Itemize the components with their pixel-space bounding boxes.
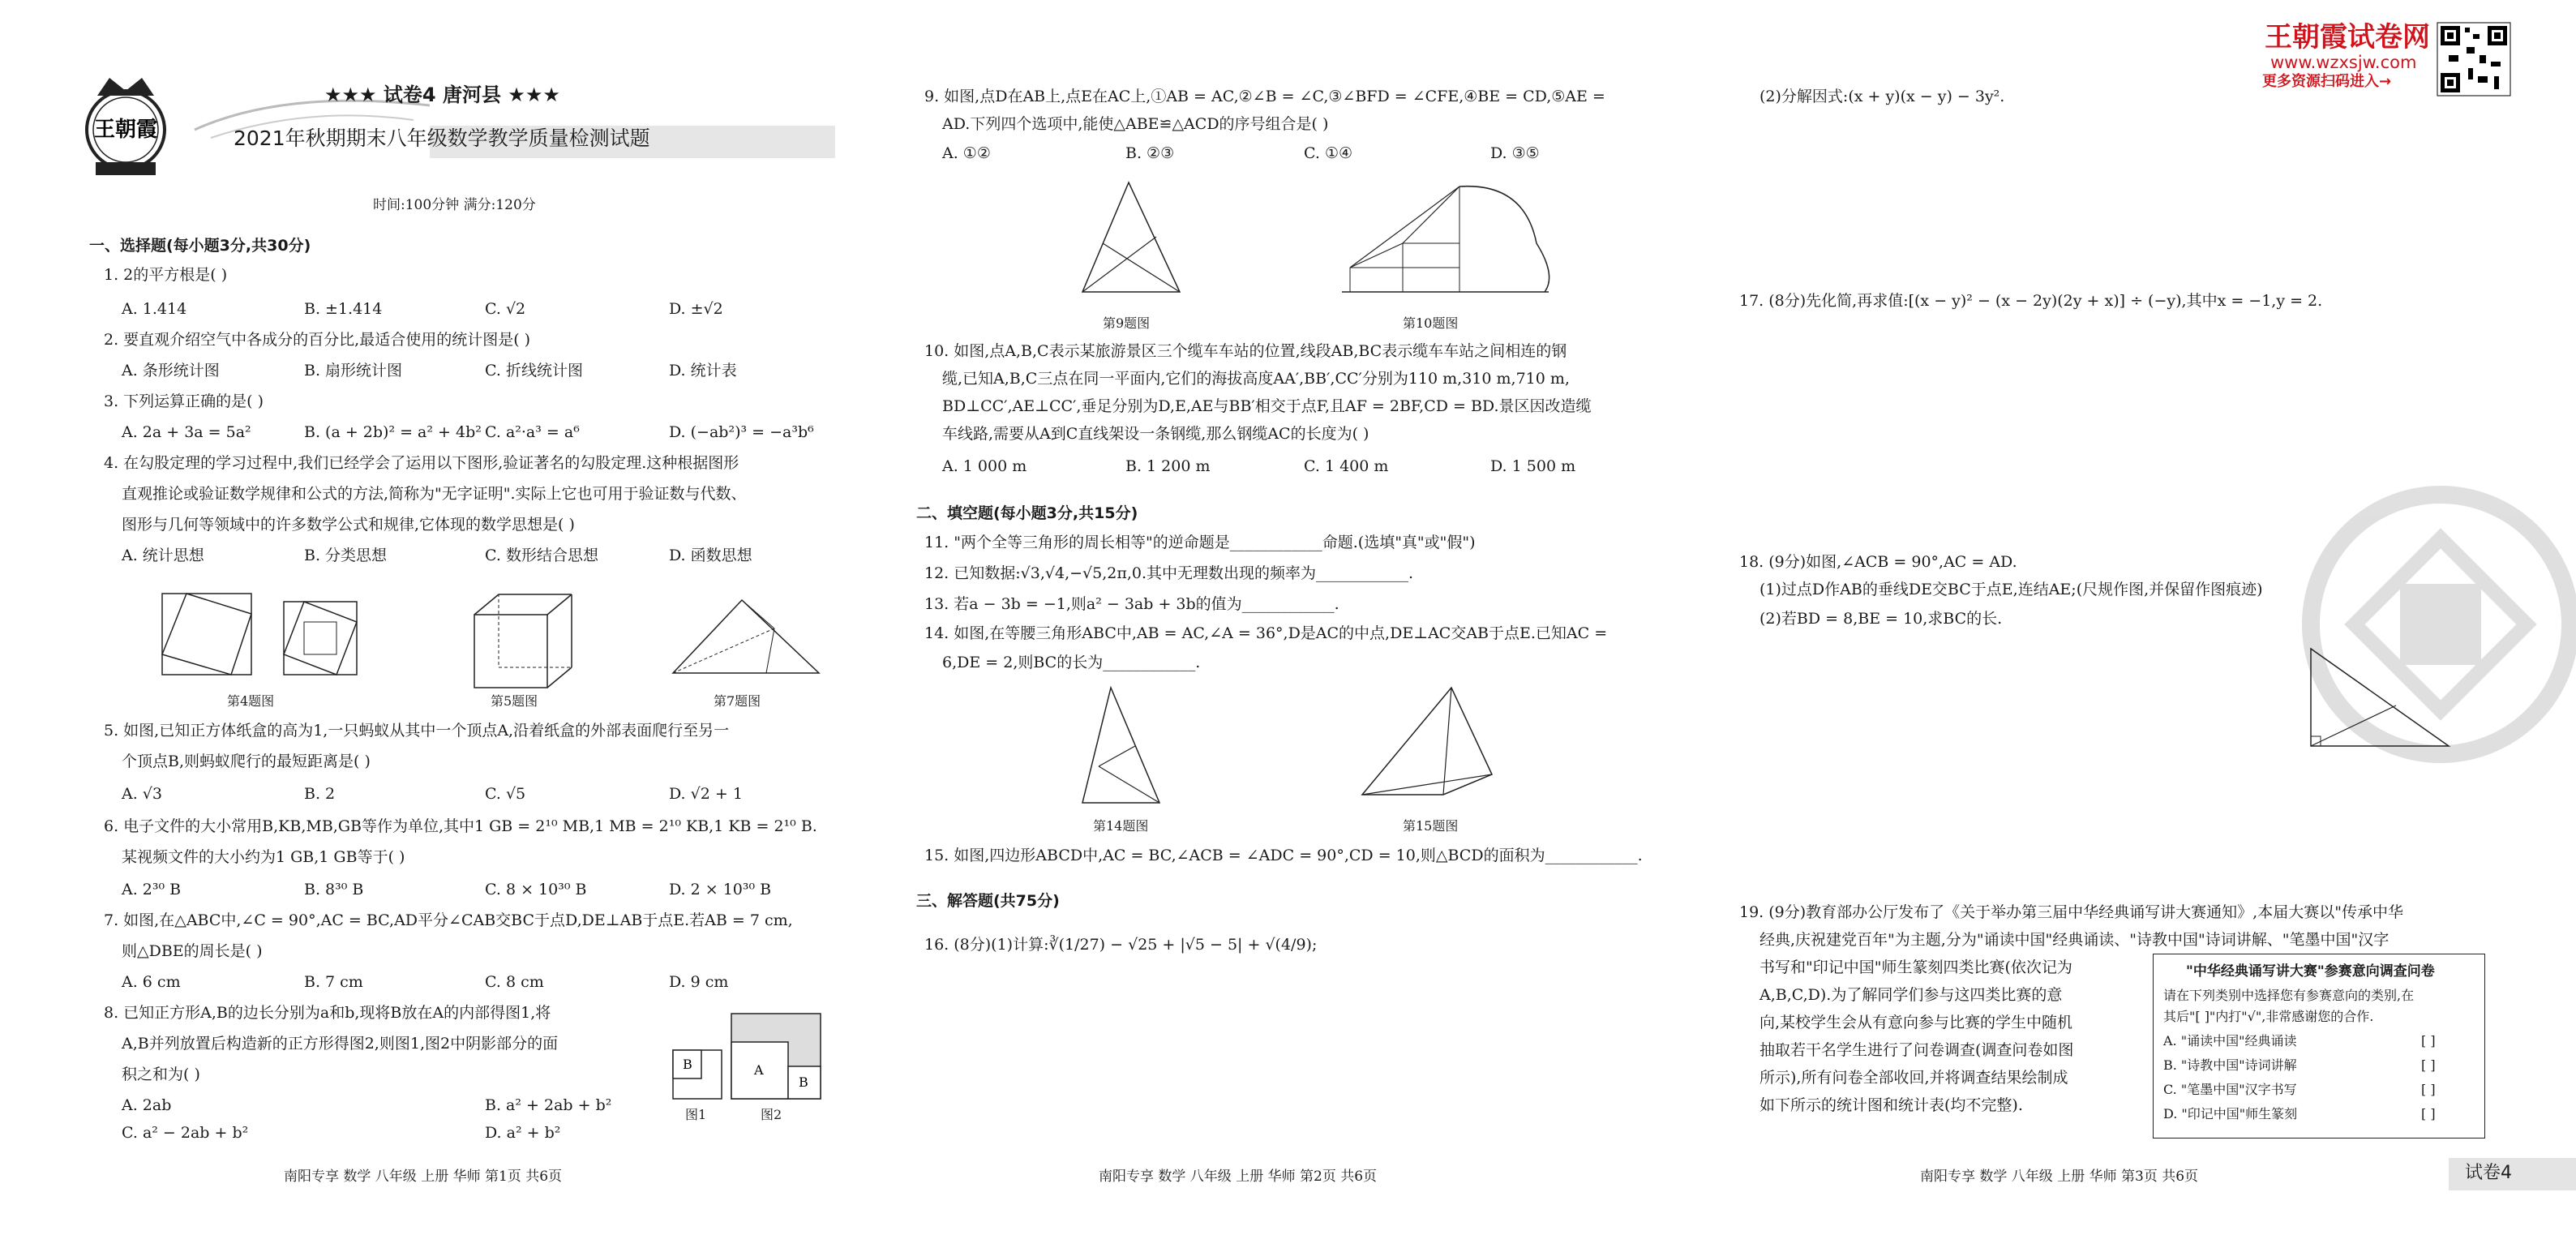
- q3-option-a[interactable]: A. 2a + 3a = 5a²: [122, 423, 251, 441]
- survey-title: "中华经典诵写讲大赛"参赛意向调查问卷: [2186, 963, 2435, 980]
- q10-option-c[interactable]: C. 1 400 m: [1304, 457, 1389, 475]
- q2-option-a[interactable]: A. 条形统计图: [122, 362, 220, 380]
- figure-q9-caption: 第9题图: [1103, 315, 1151, 331]
- figure-q10: [1338, 178, 1557, 300]
- figure-q8: [673, 1014, 835, 1103]
- q18-stem: 18. (9分)如图,∠ACB = 90°,AC = AD.: [1739, 553, 2017, 571]
- time-info: 时间:100分钟 满分:120分: [373, 197, 536, 213]
- survey-intro-2: 其后"[ ]"内打"√",非常感谢您的合作.: [2163, 1009, 2374, 1024]
- q8-stem-line2: A,B并列放置后构造新的正方形得图2,则图1,图2中阴影部分的面: [122, 1035, 559, 1053]
- footer-page-2: 南阳专享 数学 八年级 上册 华师 第2页 共6页: [1099, 1169, 1378, 1185]
- q4-option-c[interactable]: C. 数形结合思想: [485, 547, 598, 564]
- figure-q5-cube: [466, 590, 580, 688]
- brand-url: www.wzxsjw.com: [2270, 53, 2417, 72]
- q14-stem-line1: 14. 如图,在等腰三角形ABC中,AB = AC,∠A = 36°,D是AC的中点,DE⊥AC交AB于点E.已知AC =: [924, 624, 1608, 642]
- q13-stem: 13. 若a − 3b = −1,则a² − 3ab + 3b的值为____________.: [924, 595, 1339, 613]
- q8-option-b[interactable]: B. a² + 2ab + b²: [485, 1096, 612, 1114]
- q5-option-c[interactable]: C. √5: [485, 785, 526, 803]
- q2-option-b[interactable]: B. 扇形统计图: [304, 362, 403, 380]
- q9-option-c[interactable]: C. ①④: [1304, 144, 1353, 162]
- q2-option-d[interactable]: D. 统计表: [669, 362, 737, 380]
- survey-checkbox-b[interactable]: [ ]: [2421, 1057, 2436, 1073]
- q10-stem-line3: BD⊥CC′,AE⊥CC′,垂足分别为D,E,AE与BB′相交于点F,且AF = 2BF,CD = BD.景区因改造缆: [942, 397, 1592, 415]
- q4-stem-line2: 直观推论或验证数学规律和公式的方法,简称为"无字证明".实际上它也可用于验证数与代数、: [122, 485, 747, 503]
- q19-line5: 向,某校学生会从有意向参与比赛的学生中随机: [1759, 1014, 2073, 1031]
- q10-option-a[interactable]: A. 1 000 m: [942, 457, 1027, 475]
- q10-stem-line2: 缆,已知A,B,C三点在同一平面内,它们的海拔高度AA′,BB′,CC′分别为110 m,310 m,710 m,: [942, 370, 1570, 388]
- q7-option-d[interactable]: D. 9 cm: [669, 973, 729, 991]
- survey-item-c: C. "笔墨中国"汉字书写: [2163, 1082, 2297, 1097]
- q6-stem-line1: 6. 电子文件的大小常用B,KB,MB,GB等作为单位,其中1 GB = 2¹⁰ MB,1 MB = 2¹⁰ KB,1 KB = 2¹⁰ B.: [104, 817, 817, 835]
- q16-stem: 16. (8分)(1)计算:∛(1/27) − √25 + |√5 − 5| + √(4/9);: [924, 936, 1318, 954]
- figure-q14: [1078, 681, 1168, 811]
- q1-option-b[interactable]: B. ±1.414: [304, 300, 383, 318]
- q19-line1: 19. (9分)教育部办公厅发布了《关于举办第三届中华经典诵写讲大赛通知》,本届大赛以"传承中华: [1739, 903, 2403, 921]
- q7-option-a[interactable]: A. 6 cm: [122, 973, 181, 991]
- q4-option-b[interactable]: B. 分类思想: [304, 547, 388, 564]
- brand-name: 王朝霞试卷网: [2265, 21, 2430, 54]
- page-title: 2021年秋期期末八年级数学教学质量检测试题: [234, 127, 650, 150]
- survey-intro-1: 请在下列类别中选择您有参赛意向的类别,在: [2163, 988, 2415, 1003]
- figure-q7-triangle: [665, 592, 827, 681]
- q5-option-a[interactable]: A. √3: [122, 785, 162, 803]
- q9-stem-line1: 9. 如图,点D在AB上,点E在AC上,①AB = AC,②∠B = ∠C,③∠BFD = ∠CFE,④BE = CD,⑤AE =: [924, 88, 1605, 105]
- survey-item-b: B. "诗教中国"诗词讲解: [2163, 1057, 2297, 1073]
- section-solve-title: 三、解答题(共75分): [916, 892, 1060, 910]
- q9-option-b[interactable]: B. ②③: [1125, 144, 1175, 162]
- q8-option-a[interactable]: A. 2ab: [122, 1096, 172, 1114]
- q19-line6: 抽取若干名学生进行了问卷调查(调查问卷如图: [1759, 1041, 2074, 1059]
- q6-option-a[interactable]: A. 2³⁰ B: [122, 881, 182, 898]
- corner-tag: [2449, 1158, 2576, 1190]
- brand-slogan: 更多资源扫码进入→: [2262, 73, 2392, 90]
- q18-part1: (1)过点D作AB的垂线DE交BC于点E,连结AE;(尺规作图,并保留作图痕迹): [1759, 581, 2263, 598]
- qr-code-icon[interactable]: [2437, 23, 2510, 96]
- q10-stem-line1: 10. 如图,点A,B,C表示某旅游景区三个缆车车站的位置,线段AB,BC表示缆车车站之间相连的钢: [924, 342, 1567, 360]
- q19-line7: 所示),所有问卷全部收回,并将调查结果绘制成: [1759, 1069, 2068, 1087]
- q5-option-b[interactable]: B. 2: [304, 785, 336, 803]
- svg-text:B: B: [799, 1074, 808, 1090]
- q19-line4: A,B,C,D).为了解同学们参与这四类比赛的意: [1759, 986, 2063, 1004]
- q9-option-a[interactable]: A. ①②: [942, 144, 991, 162]
- q10-option-d[interactable]: D. 1 500 m: [1490, 457, 1576, 475]
- footer-page-3: 南阳专享 数学 八年级 上册 华师 第3页 共6页: [1920, 1169, 2199, 1185]
- survey-item-a: A. "诵读中国"经典诵读: [2163, 1033, 2297, 1048]
- q7-stem-line2: 则△DBE的周长是( ): [122, 942, 263, 960]
- q4-option-d[interactable]: D. 函数思想: [669, 547, 752, 564]
- q1-option-c[interactable]: C. √2: [485, 300, 526, 318]
- figure-q18: [2303, 641, 2457, 762]
- q9-option-d[interactable]: D. ③⑤: [1490, 144, 1540, 162]
- q15-stem: 15. 如图,四边形ABCD中,AC = BC,∠ACB = ∠ADC = 90°,CD = 10,则△BCD的面积为____________.: [924, 847, 1643, 864]
- q11-stem: 11. "两个全等三角形的周长相等"的逆命题是____________命题.(选填"真"或"假"): [924, 534, 1476, 551]
- q18-part2: (2)若BD = 8,BE = 10,求BC的长.: [1759, 610, 2003, 628]
- q5-stem-line2: 个顶点B,则蚂蚁爬行的最短距离是( ): [122, 753, 371, 770]
- survey-checkbox-c[interactable]: [ ]: [2421, 1082, 2436, 1097]
- svg-text:B: B: [683, 1057, 692, 1072]
- figure-q5-caption: 第5题图: [491, 693, 538, 709]
- q9-stem-line2: AD.下列四个选项中,能使△ABE≌△ACD的序号组合是( ): [942, 115, 1329, 133]
- q19-line3: 书写和"印记中国"师生篆刻四类比赛(依次记为: [1759, 958, 2072, 976]
- survey-item-d: D. "印记中国"师生篆刻: [2163, 1106, 2298, 1121]
- q3-stem: 3. 下列运算正确的是( ): [104, 392, 264, 410]
- survey-questionnaire: [2153, 954, 2485, 1139]
- q7-option-b[interactable]: B. 7 cm: [304, 973, 363, 991]
- figure-q8-2-caption: 图2: [761, 1107, 782, 1122]
- q12-stem: 12. 已知数据:√3,√4,−√5,2π,0.其中无理数出现的频率为____________.: [924, 564, 1414, 582]
- svg-text:A: A: [754, 1062, 764, 1078]
- q4-option-a[interactable]: A. 统计思想: [122, 547, 204, 564]
- q19-line8: 如下所示的统计图和统计表(均不完整).: [1759, 1096, 2023, 1114]
- q16-part2: (2)分解因式:(x + y)(x − y) − 3y².: [1759, 88, 2005, 105]
- q10-stem-line4: 车线路,需要从A到C直线架设一条钢缆,那么钢缆AC的长度为( ): [942, 425, 1369, 443]
- emblem-text: 王朝霞: [93, 118, 158, 142]
- corner-tag-label: 试卷4: [2465, 1163, 2512, 1183]
- q8-stem-line3: 积之和为( ): [122, 1066, 200, 1083]
- q2-option-c[interactable]: C. 折线统计图: [485, 362, 583, 380]
- q3-option-d[interactable]: D. (−ab²)³ = −a³b⁶: [669, 423, 814, 441]
- q6-option-d[interactable]: D. 2 × 10³⁰ B: [669, 881, 772, 898]
- q1-option-a[interactable]: A. 1.414: [122, 300, 187, 318]
- q1-option-d[interactable]: D. ±√2: [669, 300, 723, 318]
- figure-q4: [154, 577, 365, 675]
- q8-option-d[interactable]: D. a² + b²: [485, 1124, 561, 1142]
- q19-line2: 经典,庆祝建党百年"为主题,分为"诵读中国"经典诵读、"诗教中国"诗词讲解、"笔墨中国"汉字: [1759, 931, 2390, 949]
- q3-option-c[interactable]: C. a²·a³ = a⁶: [485, 423, 580, 441]
- q8-stem-line1: 8. 已知正方形A,B的边长分别为a和b,现将B放在A的内部得图1,将: [104, 1004, 551, 1022]
- figure-q14-caption: 第14题图: [1093, 818, 1149, 834]
- q1-stem: 1. 2的平方根是( ): [104, 266, 228, 284]
- q7-option-c[interactable]: C. 8 cm: [485, 973, 544, 991]
- paper-number: ★★★ 试卷4 唐河县 ★★★: [324, 84, 560, 106]
- emblem-logo: [81, 71, 170, 177]
- figure-q7-caption: 第7题图: [714, 693, 761, 709]
- q3-option-b[interactable]: B. (a + 2b)² = a² + 4b²: [304, 423, 482, 441]
- q6-stem-line2: 某视频文件的大小约为1 GB,1 GB等于( ): [122, 848, 405, 866]
- section-choice-title: 一、选择题(每小题3分,共30分): [89, 237, 311, 255]
- q8-option-c[interactable]: C. a² − 2ab + b²: [122, 1124, 249, 1142]
- q2-stem: 2. 要直观介绍空气中各成分的百分比,最适合使用的统计图是( ): [104, 331, 531, 349]
- q4-stem-line1: 4. 在勾股定理的学习过程中,我们已经学会了运用以下图形,验证著名的勾股定理.这种根据图形: [104, 454, 739, 472]
- figure-q9: [1078, 178, 1192, 300]
- survey-checkbox-a[interactable]: [ ]: [2421, 1033, 2436, 1048]
- figure-q15-caption: 第15题图: [1403, 818, 1459, 834]
- q7-stem-line1: 7. 如图,在△ABC中,∠C = 90°,AC = BC,AD平分∠CAB交BC于点D,DE⊥AB于点E.若AB = 7 cm,: [104, 911, 793, 929]
- section-fill-title: 二、填空题(每小题3分,共15分): [916, 504, 1138, 522]
- figure-q10-caption: 第10题图: [1403, 315, 1459, 331]
- q5-stem-line1: 5. 如图,已知正方体纸盒的高为1,一只蚂蚁从其中一个顶点A,沿着纸盒的外部表面爬行至另一: [104, 722, 730, 740]
- figure-q15: [1354, 681, 1500, 811]
- q14-stem-line2: 6,DE = 2,则BC的长为____________.: [942, 654, 1201, 671]
- footer-page-1: 南阳专享 数学 八年级 上册 华师 第1页 共6页: [284, 1169, 563, 1185]
- q5-option-d[interactable]: D. √2 + 1: [669, 785, 743, 803]
- q10-option-b[interactable]: B. 1 200 m: [1125, 457, 1211, 475]
- q17-stem: 17. (8分)先化简,再求值:[(x − y)² − (x − 2y)(2y + x)] ÷ (−y),其中x = −1,y = 2.: [1739, 292, 2323, 310]
- q4-stem-line3: 图形与几何等领域中的许多数学公式和规律,它体现的数学思想是( ): [122, 516, 575, 534]
- survey-checkbox-d[interactable]: [ ]: [2421, 1106, 2436, 1121]
- figure-q4-caption: 第4题图: [227, 693, 275, 709]
- q6-option-b[interactable]: B. 8³⁰ B: [304, 881, 364, 898]
- figure-q8-1-caption: 图1: [685, 1107, 707, 1122]
- q6-option-c[interactable]: C. 8 × 10³⁰ B: [485, 881, 587, 898]
